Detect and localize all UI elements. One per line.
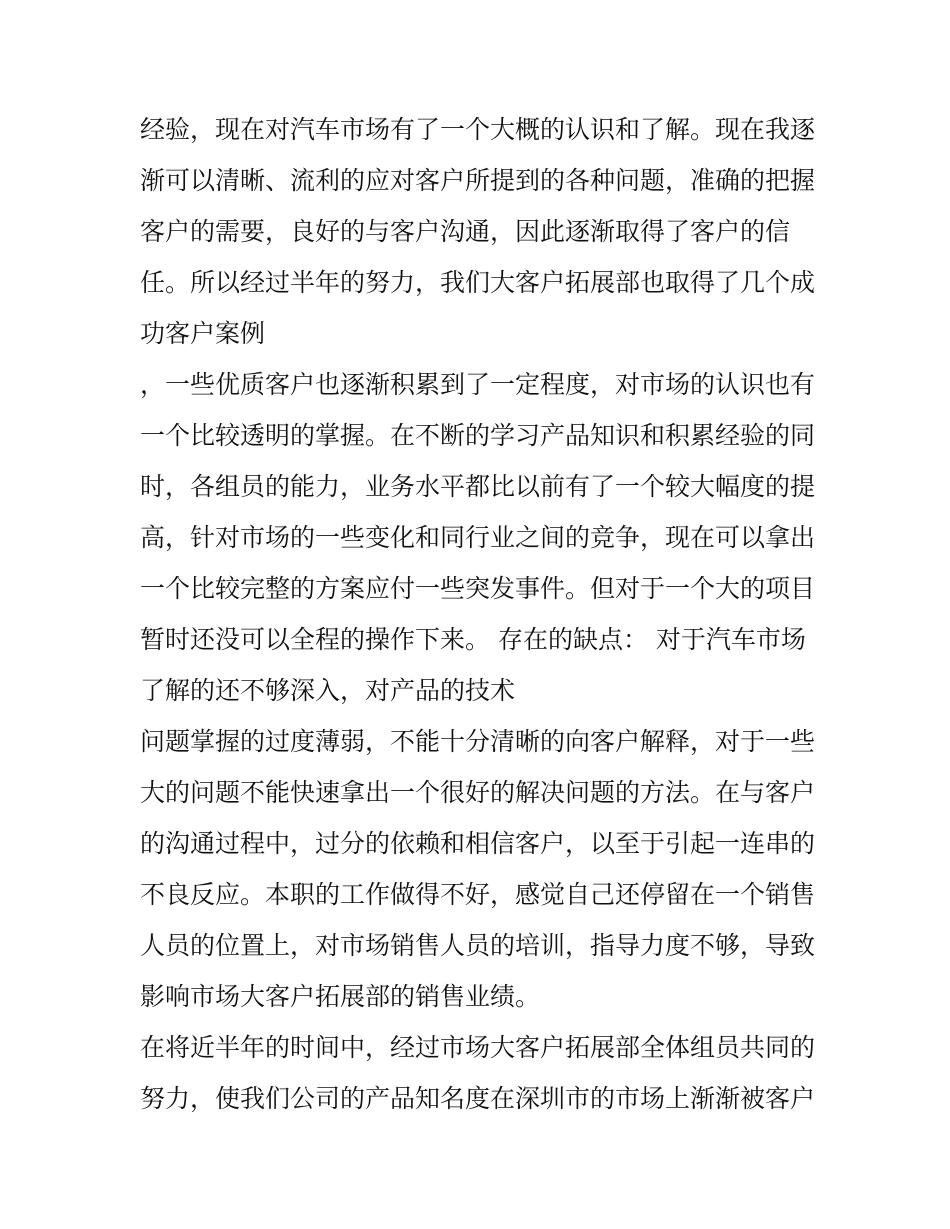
text-line: 大的问题不能快速拿出一个很好的解决问题的方法。在与客户	[140, 778, 816, 807]
text-line: 不良反应。本职的工作做得不好，感觉自己还停留在一个销售	[140, 880, 816, 909]
text-line: 问题掌握的过度薄弱，不能十分清晰的向客户解释，对于一些	[140, 727, 816, 756]
text-line: 功客户案例	[140, 319, 266, 348]
document-body	[140, 104, 820, 1124]
text-line: 努力，使我们公司的产品知名度在深圳市的市场上渐渐被客户	[140, 1084, 816, 1113]
text-line: 客户的需要，良好的与客户沟通，因此逐渐取得了客户的信	[140, 217, 791, 246]
text-line: 一个比较完整的方案应付一些突发事件。但对于一个大的项目	[140, 574, 816, 603]
text-line: 暂时还没可以全程的操作下来。 存在的缺点： 对于汽车市场	[140, 625, 806, 654]
text-line: 时，各组员的能力，业务水平都比以前有了一个较大幅度的提	[140, 472, 816, 501]
text-line: 在将近半年的时间中，经过市场大客户拓展部全体组员共同的	[140, 1033, 816, 1062]
text-line: ，一些优质客户也逐渐积累到了一定程度，对市场的认识也有	[140, 370, 816, 399]
text-line: 经验，现在对汽车市场有了一个大概的认识和了解。现在我逐	[140, 115, 816, 144]
text-line: 任。所以经过半年的努力，我们大客户拓展部也取得了几个成	[140, 268, 816, 297]
text-line: 的沟通过程中，过分的依赖和相信客户，以至于引起一连串的	[140, 829, 816, 858]
text-line: 了解的还不够深入，对产品的技术	[140, 676, 516, 705]
text-line: 人员的位置上，对市场销售人员的培训，指导力度不够，导致	[140, 931, 816, 960]
text-line: 高，针对市场的一些变化和同行业之间的竞争，现在可以拿出	[140, 523, 816, 552]
text-line: 一个比较透明的掌握。在不断的学习产品知识和积累经验的同	[140, 421, 816, 450]
text-line: 渐可以清晰、流利的应对客户所提到的各种问题，准确的把握	[140, 166, 816, 195]
text-line: 影响市场大客户拓展部的销售业绩。	[140, 982, 541, 1011]
